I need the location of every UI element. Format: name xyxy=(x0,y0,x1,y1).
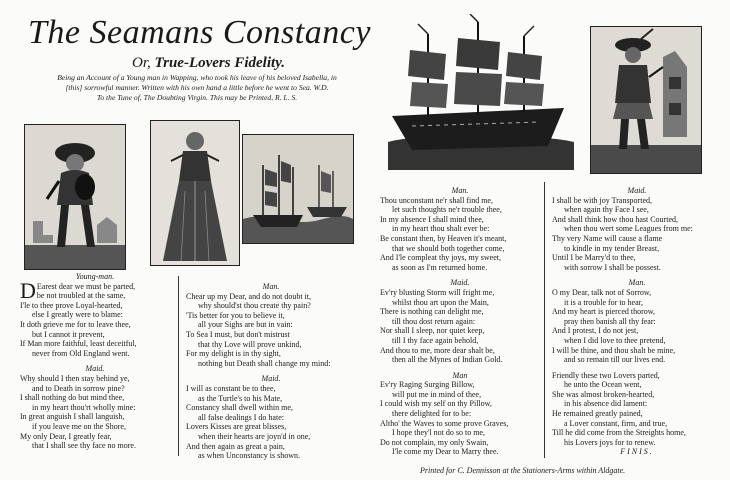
woodcut-galleon xyxy=(388,14,574,170)
speaker-heading: Maid. xyxy=(85,364,105,374)
verse-line: when their hearts are joyn'd in one, xyxy=(198,431,311,441)
verse-column-1 xyxy=(20,272,170,451)
verse-line: in my heart thou'rt wholly mine: xyxy=(32,402,136,412)
subtitle-prefix: Or, xyxy=(132,55,151,71)
verse-line: I'le to thee prove Loyal-hearted, xyxy=(20,300,123,310)
verse-line: never from Old England went. xyxy=(32,348,130,358)
verse-line: And my heart is pierced thorow, xyxy=(552,307,656,317)
woodcut-lady xyxy=(150,120,240,266)
verse-line: that we should both together come, xyxy=(392,243,505,253)
verse-line: Until I be Marry'd to thee, xyxy=(552,253,636,263)
verse-column-3 xyxy=(380,186,540,457)
speaker-heading: Man. xyxy=(628,278,646,288)
verse-line: Altho' the Waves to some prove Graves, xyxy=(380,418,509,428)
verse-line: his Lovers joys for to renew. xyxy=(564,437,656,447)
printer-imprint: Printed for C. Dennisson at the Stationers-Arms within Aldgate. xyxy=(420,466,626,475)
verse-line: Be constant then, by Heaven it's meant, xyxy=(380,233,507,243)
verse-line: in my heart thou shalt ever be: xyxy=(392,224,490,234)
verse-line: else I greatly were to blame: xyxy=(32,310,123,320)
verse-line: It doth grieve me for to leave thee, xyxy=(20,319,131,329)
verse-line: Constancy shall dwell within me, xyxy=(186,403,293,413)
verse-line: He remained greatly pained, xyxy=(552,409,643,419)
verse-line: as when Unconstancy is shown. xyxy=(198,451,300,461)
ballad-subtitle xyxy=(132,55,285,72)
verse-line: that thy Love will prove unkind, xyxy=(198,339,302,349)
verse-line: in his absence did lament: xyxy=(564,399,648,409)
verse-line: then all the Mynes of Indian Gold. xyxy=(392,355,503,365)
verse-line: And thou to me, more dear shalt be, xyxy=(380,345,495,355)
verse-line: Ev'ry Raging Surging Billow, xyxy=(380,380,475,390)
verse-line: as soon as I'm returned home. xyxy=(392,262,488,272)
verse-line: and so remain till our lives end. xyxy=(564,355,666,365)
verse-line: Thy very Name will cause a flame xyxy=(552,233,663,243)
cavalier-woodcut-icon xyxy=(25,125,125,269)
verse-line: Why should I then stay behind ye, xyxy=(20,373,130,383)
verse-column-4 xyxy=(552,186,722,457)
verse-line: and to Death in sorrow pine? xyxy=(32,383,125,393)
verse-line: I will as constant be to thee, xyxy=(186,383,276,393)
verse-line: For my delight is in thy sight, xyxy=(186,349,281,359)
column-rule xyxy=(544,182,545,458)
verse-line: I will be thine, and thou shalt be mine, xyxy=(552,345,676,355)
verse-line: Nor shall I sleep, nor quiet keep, xyxy=(380,326,485,336)
speaker-heading: Man xyxy=(452,370,468,380)
verse-line: I hope they'l not do so to me, xyxy=(392,428,485,438)
verse-line: I'le come my Dear to Marry thee. xyxy=(392,447,499,457)
verse-line: till thou dost return again: xyxy=(392,316,476,326)
gentleman-woodcut-icon xyxy=(591,27,701,173)
verse-line: Chear up my Dear, and do not doubt it, xyxy=(186,291,311,301)
verse-line: he unto the Ocean went, xyxy=(564,380,642,390)
verse-line: In great anguish I shall languish, xyxy=(20,412,125,422)
verse-line: all false dealings I do hate: xyxy=(198,412,284,422)
verse-column-2 xyxy=(186,282,356,461)
verse-line: to kindle in my tender Breast, xyxy=(564,243,660,253)
verse-line: whilst thou art upon the Main, xyxy=(392,297,489,307)
speaker-heading: Man. xyxy=(262,282,280,291)
verse-line: And I'le compleat thy joys, my sweet, xyxy=(380,253,501,263)
verse-line: Do not complain, my only Swain, xyxy=(380,437,489,447)
speaker-heading: Maid. xyxy=(261,374,281,384)
verse-line: it is a trouble for to hear, xyxy=(564,297,643,307)
verse-line: Earest dear we must be parted, xyxy=(36,281,136,291)
speaker-heading: Maid. xyxy=(627,186,647,195)
verse-line: till I thy face again behold, xyxy=(392,335,479,345)
speaker-heading: Man. xyxy=(451,186,469,195)
ships-woodcut-icon xyxy=(243,135,353,243)
verse-line: but I cannot it prevent, xyxy=(32,329,105,339)
verse-line: Friendly these two Lovers parted, xyxy=(552,370,660,380)
verse-line: a Lover constant, firm, and true, xyxy=(564,418,668,428)
verse-line: all your Sighs are but in vain: xyxy=(198,320,293,330)
drop-cap: D xyxy=(20,277,36,303)
verse-line: O my Dear, talk not of Sorrow, xyxy=(552,287,652,297)
verse-line: I shall nothing do but mind thee, xyxy=(20,393,125,403)
verse-line: Till he did come from the Streights home, xyxy=(552,428,686,438)
verse-line: And I protest, I do not jest, xyxy=(552,326,639,336)
verse-line: I shall be with joy Transported, xyxy=(552,195,652,205)
lady-woodcut-icon xyxy=(151,121,239,265)
verse-line: as the Turtle's to his Mate, xyxy=(198,393,283,403)
verse-line: there delighted for to be: xyxy=(392,409,472,419)
speaker-heading: Young-man. xyxy=(75,272,115,281)
verse-line: Ev'ry blusting Storm will fright me, xyxy=(380,287,495,297)
woodcut-cavalier xyxy=(24,124,126,270)
verse-line: I could wish my self on thy Pillow, xyxy=(380,399,492,409)
woodcut-ships xyxy=(242,134,354,244)
woodcut-gentleman xyxy=(590,26,702,174)
finis-mark: FINIS. xyxy=(620,447,654,457)
verse-line: In my absence I shall mind thee, xyxy=(380,214,484,224)
verse-line: when I did love to thee pretend, xyxy=(564,335,666,345)
description-line: Being an Account of a Young man in Wapping, who took his leave of his beloved Isabella, in xyxy=(57,73,337,82)
verse-line: when again thy Face I see, xyxy=(564,205,649,215)
verse-line: Lovers Kisses are great blisses, xyxy=(186,422,287,432)
column-rule xyxy=(178,276,179,456)
verse-line: if you leave me on the Shore, xyxy=(32,421,126,431)
description-line: [this] sorrowful manner. Written with his own hand a little before he went to Sea. W.D. xyxy=(65,83,329,92)
ballad-description xyxy=(22,73,372,103)
ballad-title: The Seamans Constancy xyxy=(28,14,371,51)
verse-line: She was almost broken-hearted, xyxy=(552,389,655,399)
verse-line: nothing but Death shall change my mind: xyxy=(198,358,331,368)
verse-line: To Sea I must, but don't mistrust xyxy=(186,329,290,339)
verse-line: be not troubled at the same, xyxy=(36,291,126,301)
galleon-woodcut-icon xyxy=(388,14,574,170)
verse-line: pray then banish all thy fear: xyxy=(564,316,656,326)
verse-line: There is nothing can delight me, xyxy=(380,307,484,317)
verse-line: why should'st thou create thy pain? xyxy=(198,301,311,311)
verse-line: 'Tis better for you to believe it, xyxy=(186,310,285,320)
verse-line: And then again as great a pain, xyxy=(186,441,285,451)
verse-line: when thou wert some Leagues from me: xyxy=(564,224,693,234)
verse-line: And shall think how thou hast Courted, xyxy=(552,214,678,224)
speaker-heading: Maid. xyxy=(450,278,470,288)
verse-line: will put me in mind of thee, xyxy=(392,389,482,399)
verse-line: Thou unconstant ne'r shall find me, xyxy=(380,195,493,205)
verse-line: with sorrow I shall be possest. xyxy=(564,262,661,272)
verse-line: let such thoughts ne'r trouble thee, xyxy=(392,205,502,215)
description-line: To the Tune of, The Doubting Virgin. This may be Printed, R. L. S. xyxy=(96,93,298,102)
verse-line: that I shall see thy face no more. xyxy=(32,441,136,451)
subtitle-main: True-Lovers Fidelity. xyxy=(154,55,286,71)
verse-line: My only Dear, I greatly fear, xyxy=(20,431,112,441)
verse-line: If Man more faithful, least deceitful, xyxy=(20,339,137,349)
